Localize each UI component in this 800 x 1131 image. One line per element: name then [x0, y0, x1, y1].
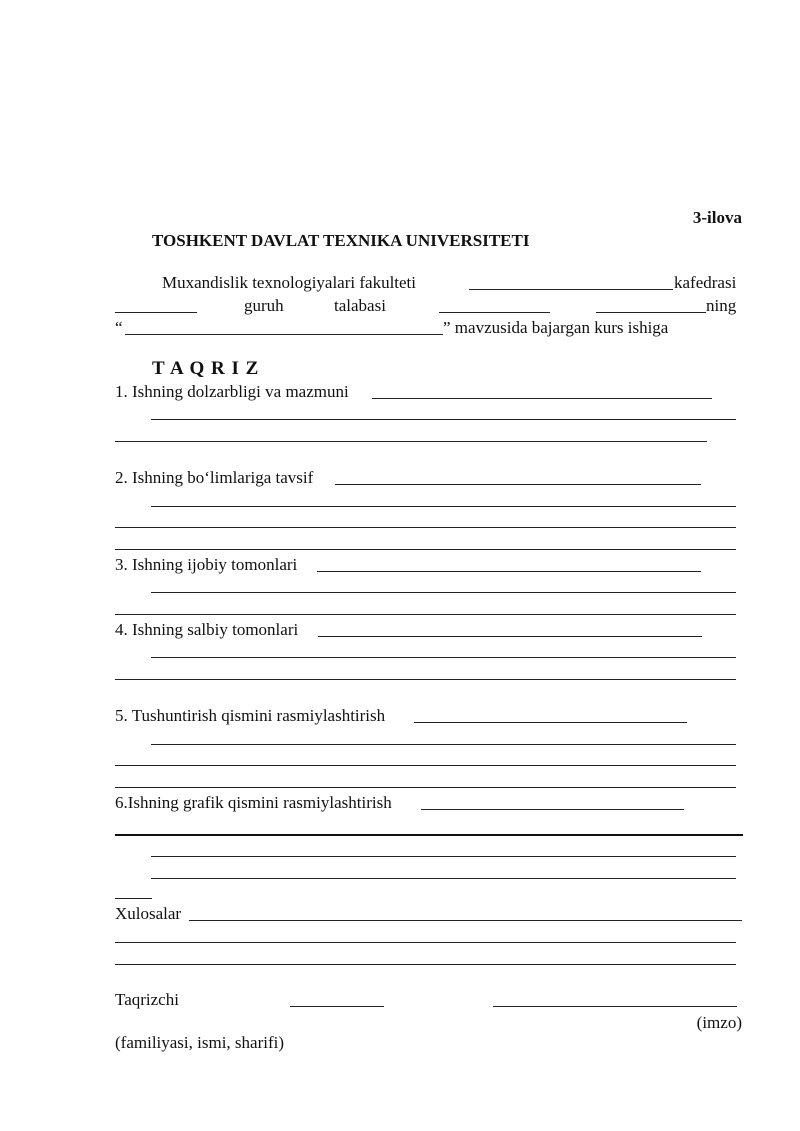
section-3-label: 3. Ishning ijobiy tomonlari [115, 555, 298, 574]
section-3-line-3[interactable] [115, 614, 736, 615]
name-hint: (familiyasi, ismi, sharifi) [115, 1033, 285, 1052]
section-5-line-3[interactable] [115, 765, 736, 766]
section-2-blank[interactable] [335, 484, 701, 485]
talabasi-text: talabasi [334, 296, 386, 315]
kafedrasi-text: kafedrasi [674, 273, 737, 292]
section-6-label: 6.Ishning grafik qismini rasmiylashtirish [115, 793, 392, 812]
section-3-blank[interactable] [317, 571, 701, 572]
review-title: T A Q R I Z [152, 358, 260, 379]
group-blank[interactable] [115, 312, 197, 313]
department-blank[interactable] [469, 289, 673, 290]
section-2-line-2[interactable] [151, 506, 736, 507]
university-name: TOSHKENT DAVLAT TEXNIKA UNIVERSITETI [152, 231, 530, 250]
section-6-line-end[interactable] [115, 898, 152, 899]
section-2-label: 2. Ishning bo‘limlariga tavsif [115, 468, 314, 487]
student-surname-blank[interactable] [439, 312, 550, 313]
section-4-blank[interactable] [318, 636, 702, 637]
signature-blank[interactable] [493, 1006, 737, 1007]
conclusions-blank[interactable] [189, 920, 742, 921]
faculty-text: Muxandislik texnologiyalari fakulteti [162, 273, 417, 292]
conclusions-label: Xulosalar [115, 904, 182, 923]
section-6-line-2[interactable] [151, 856, 736, 857]
section-6-rule [115, 834, 743, 836]
section-2-line-4[interactable] [115, 549, 736, 550]
signature-hint: (imzo) [696, 1013, 742, 1032]
open-quote: “ [115, 318, 123, 337]
mavzusida-text: ” mavzusida bajargan kurs ishiga [443, 318, 669, 337]
conclusions-line-3[interactable] [115, 964, 736, 965]
section-1-line-3[interactable] [115, 441, 707, 442]
section-2-line-3[interactable] [115, 527, 736, 528]
section-5-label: 5. Tushuntirish qismini rasmiylashtirish [115, 706, 386, 725]
section-5-blank[interactable] [414, 722, 687, 723]
reviewer-name-blank[interactable] [290, 1006, 384, 1007]
reviewer-label: Taqrizchi [115, 990, 179, 1009]
student-name-blank[interactable] [596, 312, 706, 313]
appendix-label: 3-ilova [692, 208, 742, 227]
section-4-label: 4. Ishning salbiy tomonlari [115, 620, 299, 639]
section-5-line-2[interactable] [151, 744, 736, 745]
section-1-blank[interactable] [372, 398, 712, 399]
guruh-text: guruh [244, 296, 284, 315]
section-3-line-2[interactable] [151, 592, 736, 593]
section-4-line-2[interactable] [151, 657, 736, 658]
topic-blank[interactable] [125, 334, 443, 335]
section-4-line-3[interactable] [115, 679, 736, 680]
ning-text: ning [706, 296, 737, 315]
conclusions-line-2[interactable] [115, 942, 736, 943]
section-1-label: 1. Ishning dolzarbligi va mazmuni [115, 382, 349, 401]
section-1-line-2[interactable] [151, 419, 736, 420]
section-5-line-4[interactable] [115, 787, 736, 788]
section-6-blank[interactable] [421, 809, 684, 810]
section-6-line-3[interactable] [151, 878, 736, 879]
